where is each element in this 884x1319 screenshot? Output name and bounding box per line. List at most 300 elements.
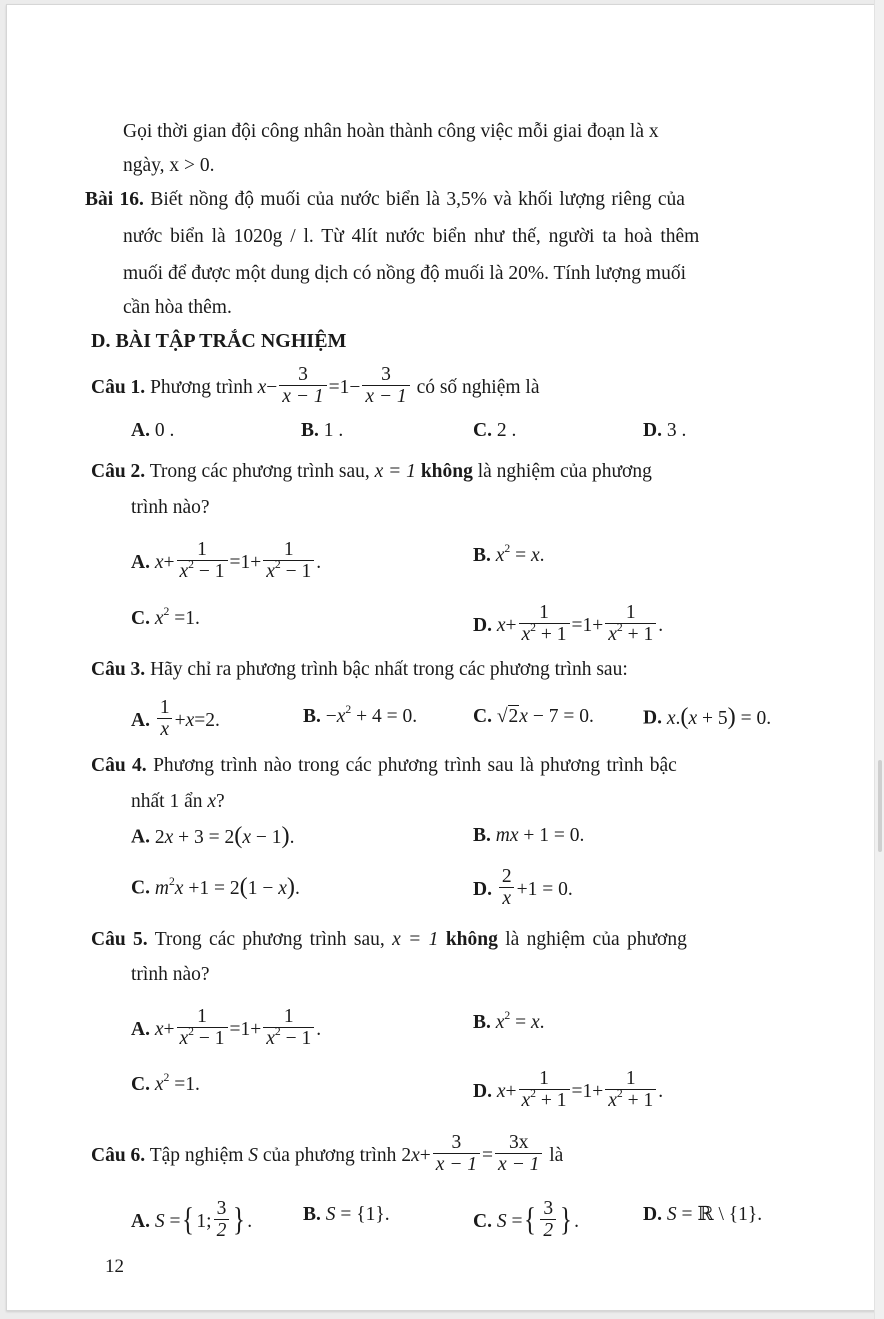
var: x xyxy=(278,877,287,899)
op: = xyxy=(229,1018,241,1040)
var: x xyxy=(154,1018,164,1040)
question-4-option-b[interactable] xyxy=(473,826,584,846)
exponent: 2 xyxy=(274,558,281,572)
text: Tập nghiệm xyxy=(145,1144,249,1166)
term: + 1 xyxy=(536,1090,567,1112)
exponent: 2 xyxy=(188,558,194,572)
op: + xyxy=(505,614,517,636)
text: Hãy chỉ ra phương trình bậc nhất trong các phương trình sau: xyxy=(145,659,628,680)
op: = xyxy=(740,707,752,729)
num: 1 xyxy=(271,826,282,848)
op: = xyxy=(340,1204,352,1225)
var: S xyxy=(248,1144,259,1166)
num: 0 xyxy=(579,706,589,727)
option-equation xyxy=(326,1204,390,1225)
question-1-option-c[interactable] xyxy=(473,421,516,441)
var: x xyxy=(257,376,267,398)
var: x xyxy=(154,1074,164,1095)
op: + xyxy=(702,707,714,729)
period: . xyxy=(539,545,545,566)
brace: } xyxy=(233,1200,246,1238)
var: m xyxy=(495,825,510,846)
op: + xyxy=(516,878,528,900)
num: 1 xyxy=(240,1018,251,1040)
num: 1 xyxy=(185,1074,195,1095)
fraction xyxy=(214,1199,230,1242)
fraction xyxy=(519,603,570,646)
exponent: 2 xyxy=(188,1025,194,1039)
numerator: 1 xyxy=(539,1068,549,1089)
period: . xyxy=(412,706,418,727)
option-letter: B. xyxy=(301,420,319,441)
paren: ( xyxy=(680,703,689,730)
denominator xyxy=(177,560,228,582)
numerator: 1 xyxy=(625,1068,636,1089)
var: x xyxy=(531,1012,540,1033)
option-letter: A. xyxy=(131,1018,150,1040)
question-5 xyxy=(91,930,687,950)
option-letter: C. xyxy=(473,1210,492,1232)
question-4-line-2 xyxy=(131,792,225,812)
num: 1 xyxy=(738,1204,748,1225)
option-equation xyxy=(154,605,200,629)
option-equation xyxy=(154,822,295,849)
num: 0 xyxy=(569,825,580,846)
option-letter: C. xyxy=(473,420,492,441)
num: 1 xyxy=(527,878,538,900)
op: + xyxy=(505,1080,517,1102)
denominator xyxy=(605,623,656,645)
op: = xyxy=(328,376,340,398)
exponent: 2 xyxy=(530,1087,536,1101)
condition: x = 1 xyxy=(392,929,439,950)
question-1-option-d[interactable] xyxy=(643,421,686,441)
var: S xyxy=(154,1210,165,1232)
paren: ( xyxy=(234,822,243,849)
fraction xyxy=(279,365,326,408)
op: − xyxy=(349,376,361,398)
num: 2 xyxy=(154,826,165,848)
numerator: 1 xyxy=(159,697,170,718)
num: 0 xyxy=(558,878,568,900)
denominator: x − 1 xyxy=(433,1153,480,1175)
numerator: 3x xyxy=(508,1132,529,1153)
num: 1 xyxy=(339,376,350,398)
period: . xyxy=(247,1210,253,1232)
question-4-option-a[interactable] xyxy=(131,822,295,850)
intro-line-2: ngày, x > 0. xyxy=(123,155,215,176)
text: là nghiệm của phương xyxy=(472,461,652,482)
var: x xyxy=(509,825,519,846)
option-letter: A. xyxy=(131,420,150,441)
fraction xyxy=(495,1133,542,1176)
period: . xyxy=(289,826,295,848)
question-2-option-b[interactable] xyxy=(473,542,545,566)
op: + xyxy=(592,614,604,636)
numerator: 3 xyxy=(216,1198,227,1219)
term: − 1 xyxy=(280,1028,312,1050)
option-equation xyxy=(495,542,545,566)
num: 2 xyxy=(205,709,215,731)
num: 1 xyxy=(582,1080,593,1102)
problem-16-line-1 xyxy=(85,190,685,210)
sqrt-arg: 2 xyxy=(508,706,519,727)
numerator: 1 xyxy=(197,1006,207,1027)
option-letter: D. xyxy=(473,1080,492,1102)
brace: { xyxy=(524,1200,537,1238)
num: 4 xyxy=(372,706,382,727)
option-letter: A. xyxy=(131,709,150,731)
period: . xyxy=(757,1204,763,1225)
op: = xyxy=(208,826,220,848)
emphasis: không xyxy=(415,461,473,482)
question-1 xyxy=(91,364,540,410)
var: x xyxy=(336,706,346,727)
op: + xyxy=(250,1018,262,1040)
brace: { xyxy=(728,1204,739,1225)
fraction xyxy=(605,1069,656,1112)
option-equation xyxy=(325,703,418,727)
fraction xyxy=(499,867,515,910)
salt-concentration: 3,5% xyxy=(446,189,488,210)
option-equation xyxy=(496,602,664,646)
term: + 1 xyxy=(622,1090,654,1112)
option-letter: D. xyxy=(643,420,662,441)
op: + xyxy=(250,551,262,573)
period: . xyxy=(294,877,300,899)
var: m xyxy=(154,877,169,899)
condition: x = 1 xyxy=(374,461,416,482)
period: . xyxy=(579,825,585,846)
numerator: 3 xyxy=(451,1132,462,1153)
num: 2 xyxy=(224,826,235,848)
question-1-option-b[interactable] xyxy=(301,421,343,441)
var: x xyxy=(154,551,164,573)
option-letter: B. xyxy=(473,825,491,846)
question-6-option-c[interactable] xyxy=(473,1198,579,1244)
op: − xyxy=(532,706,544,727)
question-2-line-2: trình nào? xyxy=(131,497,210,518)
op: = xyxy=(482,1144,494,1166)
var: x xyxy=(266,1028,275,1050)
var: x xyxy=(164,826,174,848)
option-equation xyxy=(496,1068,664,1112)
var: x xyxy=(207,791,217,812)
option-equation xyxy=(154,1006,322,1050)
exponent: 2 xyxy=(504,542,511,556)
brace: } xyxy=(560,1200,573,1238)
var: S xyxy=(496,1210,507,1232)
question-2-option-c[interactable] xyxy=(131,605,200,629)
option-letter: B. xyxy=(303,706,321,727)
exponent: 2 xyxy=(168,874,175,888)
option-letter: D. xyxy=(473,614,492,636)
question-3-option-c[interactable] xyxy=(473,707,594,727)
term: − 1 xyxy=(194,561,225,583)
question-4-label: Câu 4. xyxy=(91,755,147,776)
option-letter: A. xyxy=(131,826,150,848)
question-6-option-a[interactable] xyxy=(131,1198,253,1244)
option-letter: A. xyxy=(131,551,150,573)
text: lít nước biển như thế, người ta hoà thêm xyxy=(361,226,700,247)
option-equation xyxy=(154,539,322,583)
option-letter: C. xyxy=(131,1074,150,1095)
option-value: 3 . xyxy=(666,420,687,441)
var: x xyxy=(179,1028,189,1050)
option-equation xyxy=(497,866,573,910)
option-equation xyxy=(155,697,220,741)
var: x xyxy=(179,561,189,583)
option-equation xyxy=(495,1009,545,1033)
num: 1 xyxy=(199,877,210,899)
numerator: 3 xyxy=(298,364,308,385)
question-3-option-d[interactable] xyxy=(643,703,772,731)
denominator: x − 1 xyxy=(495,1153,542,1175)
denominator: x xyxy=(499,887,514,909)
op: − xyxy=(325,706,337,727)
denominator xyxy=(263,560,314,582)
question-2-label: Câu 2. xyxy=(91,461,146,482)
num: 7 xyxy=(548,706,559,727)
denominator: x xyxy=(157,718,172,740)
op: = xyxy=(169,1210,181,1232)
num: 1 xyxy=(240,551,251,573)
var: x xyxy=(242,826,252,848)
option-letter: B. xyxy=(473,1012,491,1033)
denominator: 2 xyxy=(540,1219,556,1241)
var: x xyxy=(496,1080,506,1102)
fraction xyxy=(177,540,228,583)
text: nhất 1 ẩn xyxy=(131,791,208,812)
scrollbar-thumb[interactable] xyxy=(878,760,882,852)
question-1-option-a[interactable] xyxy=(131,421,174,441)
var: x xyxy=(521,1090,531,1112)
option-equation xyxy=(666,703,772,730)
fraction xyxy=(157,698,173,741)
num: 0 xyxy=(756,707,767,729)
paren: ) xyxy=(281,822,290,849)
var: x xyxy=(496,614,506,636)
question-5-option-c[interactable] xyxy=(131,1071,200,1095)
num: 3 xyxy=(194,826,204,848)
text: Phương trình nào trong các phương trình sau là phương trình bậc xyxy=(146,755,677,776)
volume-value: 4 xyxy=(351,226,362,247)
op: = xyxy=(681,1204,693,1225)
var: x xyxy=(185,709,195,731)
op: + xyxy=(592,1080,604,1102)
option-equation xyxy=(154,1071,200,1095)
question-5-option-b[interactable] xyxy=(473,1009,545,1033)
option-letter: C. xyxy=(473,706,492,727)
text: Phương trình xyxy=(145,376,258,398)
brace: } xyxy=(375,1204,385,1225)
section-heading: D. BÀI TẬP TRẮC NGHIỆM xyxy=(91,330,347,352)
emphasis: không xyxy=(438,929,498,950)
reals-symbol: ℝ xyxy=(697,1204,714,1225)
option-letter: C. xyxy=(131,877,150,899)
var: x xyxy=(411,1144,420,1166)
question-6-option-b[interactable] xyxy=(303,1205,390,1225)
option-equation xyxy=(496,1198,579,1242)
var: x xyxy=(531,545,540,566)
term: − 1 xyxy=(194,1028,225,1050)
period: . xyxy=(194,608,200,629)
num: 1 xyxy=(185,608,195,629)
numerator: 3 xyxy=(381,364,391,385)
op: + xyxy=(523,825,535,846)
question-5-line-2: trình nào? xyxy=(131,964,210,985)
period: . xyxy=(215,709,220,731)
text: Trong các phương trình sau, xyxy=(147,929,393,950)
question-4-option-c[interactable] xyxy=(131,873,300,901)
op: + xyxy=(178,826,190,848)
option-equation xyxy=(154,873,300,900)
op: = xyxy=(386,706,398,727)
op: = xyxy=(515,1012,527,1033)
var: x xyxy=(608,624,617,646)
op: = xyxy=(174,1074,186,1095)
var: x xyxy=(495,545,505,566)
exponent: 2 xyxy=(530,621,536,635)
op: = xyxy=(229,551,241,573)
text: ? xyxy=(216,791,225,812)
text: . Từ xyxy=(308,226,352,247)
op: + xyxy=(356,706,368,727)
op: + xyxy=(163,551,175,573)
op: = xyxy=(542,878,554,900)
option-value: 1 . xyxy=(323,420,344,441)
op: − xyxy=(255,826,267,848)
question-4 xyxy=(91,756,677,776)
brace: { xyxy=(356,1204,366,1225)
op: − xyxy=(266,376,278,398)
period: . xyxy=(316,1018,322,1040)
var: x xyxy=(154,608,164,629)
num: 0 xyxy=(402,706,413,727)
op: + xyxy=(163,1018,175,1040)
op: . xyxy=(675,707,681,729)
question-5-label: Câu 5. xyxy=(91,929,148,950)
question-3-option-b[interactable] xyxy=(303,703,418,727)
numerator: 2 xyxy=(501,866,512,887)
question-3-label: Câu 3. xyxy=(91,659,146,680)
text: nước biển là xyxy=(123,226,234,247)
option-letter: D. xyxy=(643,1204,662,1225)
document-page xyxy=(6,4,876,1311)
fraction xyxy=(519,1069,570,1112)
var: x xyxy=(519,706,528,727)
exponent: 2 xyxy=(504,1009,511,1023)
question-5-option-a[interactable] xyxy=(131,1006,322,1052)
fraction xyxy=(433,1133,480,1176)
period: . xyxy=(567,878,573,900)
fraction xyxy=(540,1199,556,1242)
question-4-option-d[interactable] xyxy=(473,866,573,912)
period: . xyxy=(658,614,664,636)
var: S xyxy=(325,1204,336,1225)
op: + xyxy=(419,1144,431,1166)
brace: { xyxy=(182,1200,195,1238)
density-value: 1020g / l xyxy=(233,226,309,247)
option-value: 2 . xyxy=(496,420,517,441)
question-5-option-d[interactable] xyxy=(473,1068,664,1114)
fraction xyxy=(177,1007,228,1050)
question-6-option-d[interactable] xyxy=(643,1205,762,1225)
period: . xyxy=(588,706,594,727)
sqrt-sign: √ xyxy=(496,706,508,727)
fraction xyxy=(605,603,656,646)
question-6-equation xyxy=(401,1132,544,1176)
period: . xyxy=(574,1210,579,1232)
var: x xyxy=(495,1012,505,1033)
numerator: 1 xyxy=(283,539,294,560)
var: x xyxy=(688,707,698,729)
denominator: x − 1 xyxy=(362,385,409,407)
op: = xyxy=(571,614,583,636)
brace: } xyxy=(747,1204,758,1225)
var: S xyxy=(666,1204,677,1225)
exponent: 2 xyxy=(163,1071,170,1085)
var: x xyxy=(666,707,676,729)
exponent: 2 xyxy=(345,703,352,717)
numerator: 3 xyxy=(543,1198,554,1219)
denominator xyxy=(177,1027,228,1049)
question-3-option-a[interactable] xyxy=(131,697,220,743)
option-letter: D. xyxy=(643,707,662,729)
question-2-option-d[interactable] xyxy=(473,602,664,648)
numerator: 1 xyxy=(197,539,207,560)
denominator xyxy=(605,1089,656,1111)
numerator: 1 xyxy=(539,602,549,623)
var: x xyxy=(608,1090,617,1112)
scrollbar[interactable] xyxy=(874,0,884,1319)
period: . xyxy=(766,707,772,729)
text: . Tính lượng muối xyxy=(544,263,686,284)
option-equation xyxy=(497,705,594,727)
op: + xyxy=(174,709,186,731)
op: = xyxy=(563,706,575,727)
period: . xyxy=(539,1012,545,1033)
num: 2 xyxy=(229,877,240,899)
denominator: 2 xyxy=(214,1219,230,1241)
text: muối để được một dung dịch có nồng độ muối là xyxy=(123,263,509,284)
op: = xyxy=(511,1210,523,1232)
exponent: 2 xyxy=(616,621,623,635)
question-1-label: Câu 1. xyxy=(91,376,146,398)
problem-16-line-3 xyxy=(123,264,686,284)
option-equation xyxy=(496,825,585,846)
text: Biết nồng độ muối của nước biển là xyxy=(143,189,447,210)
term: + 1 xyxy=(622,624,654,646)
text: là nghiệm của phương xyxy=(497,929,687,950)
option-letter: B. xyxy=(473,545,491,566)
term: − 1 xyxy=(280,561,312,583)
text: và khối lượng riêng của xyxy=(487,189,685,210)
question-2-option-a[interactable] xyxy=(131,539,322,585)
var: x xyxy=(266,561,275,583)
fraction xyxy=(362,365,409,408)
op: = xyxy=(571,1080,583,1102)
op: = xyxy=(213,877,225,899)
op: + xyxy=(188,877,200,899)
period: . xyxy=(316,551,322,573)
paren: ( xyxy=(239,873,248,900)
option-equation xyxy=(667,1204,762,1225)
period: . xyxy=(194,1074,200,1095)
exponent: 2 xyxy=(163,605,170,619)
question-3 xyxy=(91,660,628,680)
op: = xyxy=(515,545,527,566)
